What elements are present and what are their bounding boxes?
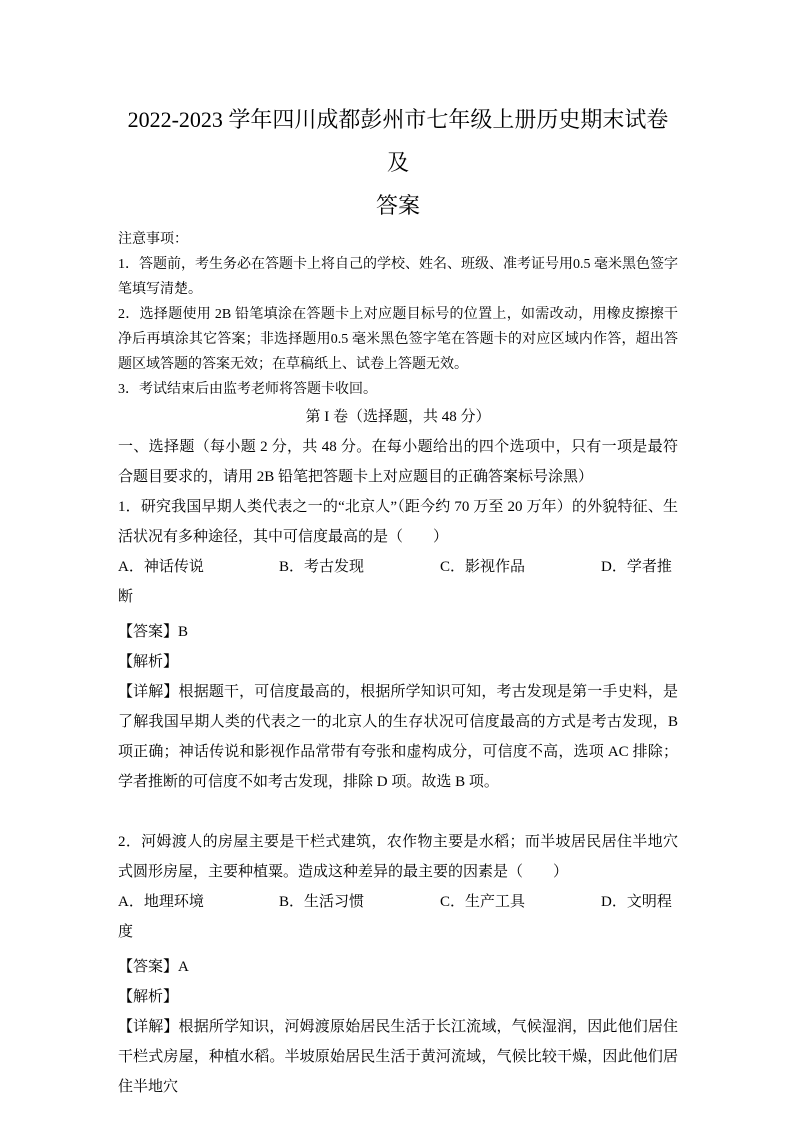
page-title-line-1: 2022-2023 学年四川成都彭州市七年级上册历史期末试卷及 bbox=[127, 107, 669, 175]
exam-body bbox=[118, 402, 678, 1102]
notice-item-1: 1．答题前，考生务必在答题卡上将自己的学校、姓名、班级、准考证号用0.5 毫米黑色签字笔填写清楚。 bbox=[118, 257, 678, 297]
question-1-analysis-label: 【解析】 bbox=[118, 654, 179, 670]
notice-item-3: 3．考试结束后由监考老师将答题卡收回。 bbox=[118, 382, 377, 397]
question-2-option-d: D．文明程度 bbox=[118, 894, 672, 940]
page-title bbox=[118, 98, 678, 227]
spacer-line bbox=[118, 797, 678, 827]
notice-item-2: 2．选择题使用 2B 铅笔填涂在答题卡上对应题目标号的位置上，如需改动，用橡皮擦擦干净后再填涂其它答案；非选择题用0.5 毫米黑色签字笔在答题卡的对应区域内作答，超出答题区域答题的答案无效；在草稿纸上、试卷上答题无效。 bbox=[118, 307, 678, 372]
question-1-answer: 【答案】B bbox=[118, 624, 189, 640]
notice-section bbox=[118, 227, 678, 402]
page-title-line-2: 答案 bbox=[375, 193, 420, 218]
notice-heading: 注意事项： bbox=[118, 232, 188, 247]
section-1-header: 第 I 卷（选择题，共 48 分） bbox=[305, 409, 491, 425]
question-2-stem: 2．河姆渡人的房屋主要是干栏式建筑，农作物主要是水稻；而半坡居民居住半地穴式圆形房屋，主要种植粟。造成这种差异的最主要的因素是（ ） bbox=[118, 834, 678, 880]
question-2-analysis-label: 【解析】 bbox=[118, 989, 179, 1005]
question-1-option-a: A．神话传说 bbox=[118, 559, 204, 575]
document-content bbox=[118, 96, 678, 1102]
question-1-option-d: D．学者推断 bbox=[118, 559, 672, 605]
question-1-stem: 1．研究我国早期人类代表之一的“北京人”（距今约 70 万至 20 万年）的外貌特征、生活状况有多种途径，其中可信度最高的是（ ） bbox=[118, 499, 678, 545]
question-2-detail: 【详解】根据所学知识，河姆渡原始居民生活于长江流域，气候湿润，因此他们居住干栏式房屋，种植水稻。半坡原始居民生活于黄河流域，气候比较干燥，因此他们居住半地穴 bbox=[118, 1019, 678, 1095]
question-2-option-b: B．生活习惯 bbox=[279, 894, 365, 910]
question-1-detail: 【详解】根据题干，可信度最高的，根据所学知识可知，考古发现是第一手史料，是了解我国早期人类的代表之一的北京人的生存状况可信度最高的方式是考古发现，B 项正确；神话传说和影视作品常带有夸张和虚构成分，可信度不高，选项 AC 排除；学者推断的可信度不如考古发现，排除 D 项。故选 B 项。 bbox=[118, 684, 678, 790]
section-1-intro: 一、选择题（每小题 2 分，共 48 分。在每小题给出的四个选项中，只有一项是最符合题目要求的，请用 2B 铅笔把答题卡上对应题目的正确答案标号涂黑） bbox=[118, 439, 678, 485]
question-1-option-c: C．影视作品 bbox=[440, 559, 526, 575]
question-1-option-b: B．考古发现 bbox=[279, 559, 365, 575]
question-2-options bbox=[118, 887, 678, 947]
question-1-options bbox=[118, 552, 678, 612]
question-2 bbox=[118, 827, 678, 1102]
question-2-option-a: A．地理环境 bbox=[118, 894, 204, 910]
question-2-answer: 【答案】A bbox=[118, 959, 189, 975]
question-1 bbox=[118, 492, 678, 797]
question-2-option-c: C．生产工具 bbox=[440, 894, 526, 910]
